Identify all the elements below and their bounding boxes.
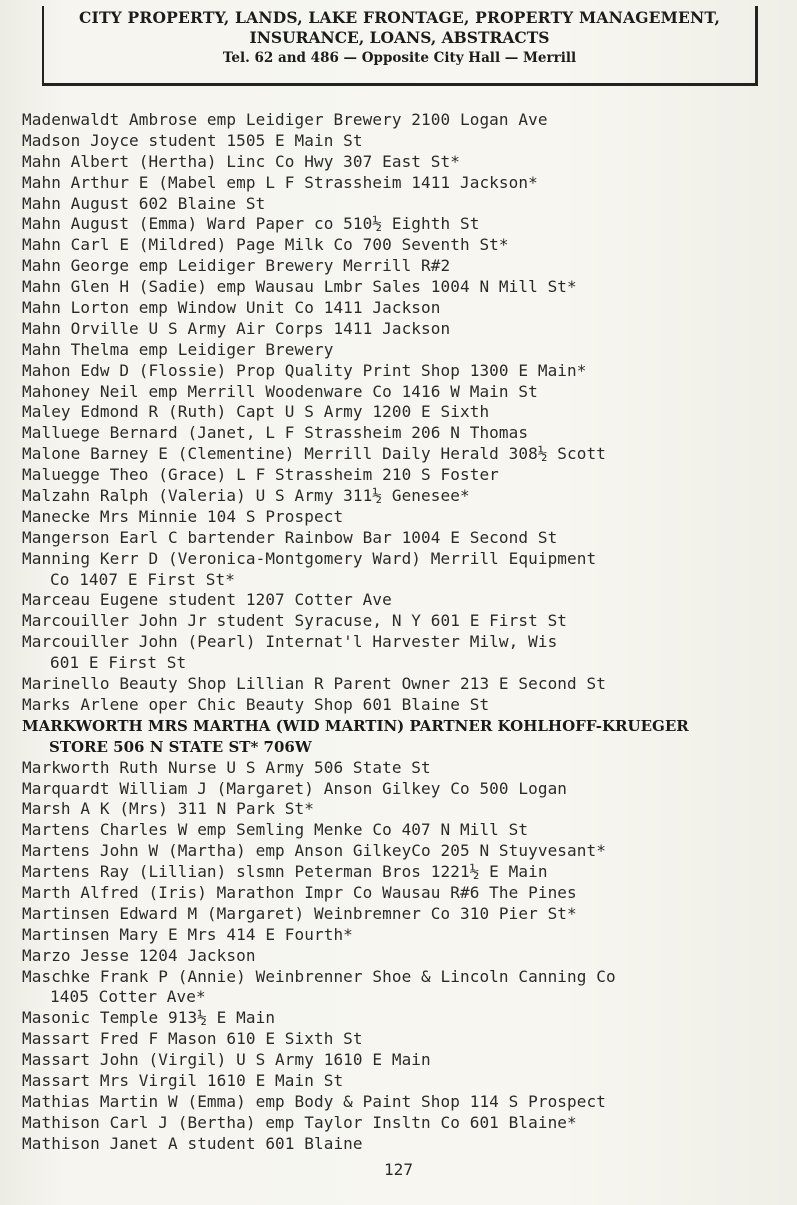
directory-entry: Malone Barney E (Clementine) Merrill Daily Herald 308½ Scott — [22, 444, 606, 464]
directory-entry-continuation: Co 1407 E First St* — [50, 569, 235, 589]
directory-entry: Massart Fred F Mason 610 E Sixth St — [22, 1029, 363, 1049]
directory-entry: Martens Charles W emp Semling Menke Co 407 N Mill St — [22, 820, 529, 840]
directory-entry: Marks Arlene oper Chic Beauty Shop 601 Blaine St — [22, 694, 490, 714]
directory-entry: Martinsen Edward M (Margaret) Weinbremner Co 310 Pier St* — [22, 903, 577, 923]
directory-entry: Mathison Carl J (Bertha) emp Taylor Insltn Co 601 Blaine* — [22, 1112, 577, 1132]
directory-entry: Marcouiller John (Pearl) Internat'l Harvester Milw, Wis — [22, 632, 558, 652]
directory-entry: Mahon Edw D (Flossie) Prop Quality Print Shop 1300 E Main* — [22, 360, 587, 380]
directory-entry: Mahn Thelma emp Leidiger Brewery — [22, 339, 334, 359]
directory-entry: Mahn Lorton emp Window Unit Co 1411 Jackson — [22, 298, 441, 318]
directory-entry: Malzahn Ralph (Valeria) U S Army 311½ Genesee* — [22, 486, 470, 506]
directory-entry: Mahn August 602 Blaine St — [22, 193, 266, 213]
header-services-line-2: INSURANCE, LOANS, ABSTRACTS — [249, 28, 550, 47]
directory-entry: Marth Alfred (Iris) Marathon Impr Co Wausau R#6 The Pines — [22, 882, 577, 902]
header-services-line: CITY PROPERTY, LANDS, LAKE FRONTAGE, PROPERTY MANAGEMENT, — [78, 8, 721, 27]
directory-entry: Maley Edmond R (Ruth) Capt U S Army 1200 E Sixth — [22, 402, 490, 422]
directory-entry: Martens Ray (Lillian) slsmn Peterman Bros 1221½ E Main — [22, 862, 548, 882]
directory-entry: Malluege Bernard (Janet, L F Strassheim 206 N Thomas — [22, 423, 529, 443]
header-contact-line: Tel. 62 and 486 — Opposite City Hall — Merrill — [222, 50, 577, 66]
directory-entry: Massart Mrs Virgil 1610 E Main St — [22, 1070, 344, 1090]
directory-entry: Mathison Janet A student 601 Blaine — [22, 1133, 363, 1153]
directory-entry: Marsh A K (Mrs) 311 N Park St* — [22, 799, 314, 819]
directory-entry: Madson Joyce student 1505 E Main St — [22, 130, 363, 150]
directory-entry: Madenwaldt Ambrose emp Leidiger Brewery 2100 Logan Ave — [22, 110, 548, 129]
directory-entry: Mahn George emp Leidiger Brewery Merrill R#2 — [22, 256, 451, 276]
directory-entry-bold: MARKWORTH MRS MARTHA (WID MARTIN) PARTNER KOHLHOFF-KRUEGER — [22, 716, 689, 735]
directory-entry: Maluegge Theo (Grace) L F Strassheim 210 S Foster — [22, 465, 499, 485]
page-number: 127 — [384, 1160, 413, 1179]
directory-entry: Mangerson Earl C bartender Rainbow Bar 1004 E Second St — [22, 527, 558, 547]
directory-entry-continuation: 1405 Cotter Ave* — [50, 987, 206, 1007]
directory-entry: Massart John (Virgil) U S Army 1610 E Main — [22, 1050, 431, 1070]
directory-entry-bold-continuation: STORE 506 N STATE ST* 706W — [49, 737, 312, 756]
directory-entry: Mahn Orville U S Army Air Corps 1411 Jackson — [22, 318, 451, 338]
advertisement-header-box — [42, 6, 758, 86]
directory-entry: Mahn August (Emma) Ward Paper co 510½ Eighth St — [22, 214, 480, 234]
directory-entry: Marceau Eugene student 1207 Cotter Ave — [22, 590, 392, 610]
directory-entry: Mathias Martin W (Emma) emp Body & Paint Shop 114 S Prospect — [22, 1091, 606, 1111]
directory-entry: Marquardt William J (Margaret) Anson Gilkey Co 500 Logan — [22, 778, 568, 798]
directory-entry: Martinsen Mary E Mrs 414 E Fourth* — [22, 924, 353, 944]
directory-entry: Mahn Carl E (Mildred) Page Milk Co 700 Seventh St* — [22, 235, 509, 255]
directory-listing — [22, 110, 792, 1155]
directory-entry: Maschke Frank P (Annie) Weinbrenner Shoe & Lincoln Canning Co — [22, 966, 616, 986]
directory-entry-continuation: 601 E First St — [50, 653, 187, 673]
directory-entry: Masonic Temple 913½ E Main — [22, 1008, 276, 1028]
directory-entry: Marinello Beauty Shop Lillian R Parent Owner 213 E Second St — [22, 674, 606, 694]
directory-entry: Mahn Albert (Hertha) Linc Co Hwy 307 East St* — [22, 151, 460, 171]
directory-entry: Manecke Mrs Minnie 104 S Prospect — [22, 506, 344, 526]
directory-entry: Mahoney Neil emp Merrill Woodenware Co 1416 W Main St — [22, 381, 538, 401]
directory-entry: Marcouiller John Jr student Syracuse, N Y 601 E First St — [22, 611, 568, 631]
directory-entry: Markworth Ruth Nurse U S Army 506 State St — [22, 757, 431, 777]
directory-entry: Mahn Glen H (Sadie) emp Wausau Lmbr Sales 1004 N Mill St* — [22, 277, 577, 297]
directory-entry: Manning Kerr D (Veronica-Montgomery Ward) Merrill Equipment — [22, 548, 597, 568]
directory-entry: Mahn Arthur E (Mabel emp L F Strassheim 1411 Jackson* — [22, 172, 538, 192]
directory-entry: Martens John W (Martha) emp Anson GilkeyCo 205 N Stuyvesant* — [22, 841, 606, 861]
directory-entry: Marzo Jesse 1204 Jackson — [22, 945, 256, 965]
